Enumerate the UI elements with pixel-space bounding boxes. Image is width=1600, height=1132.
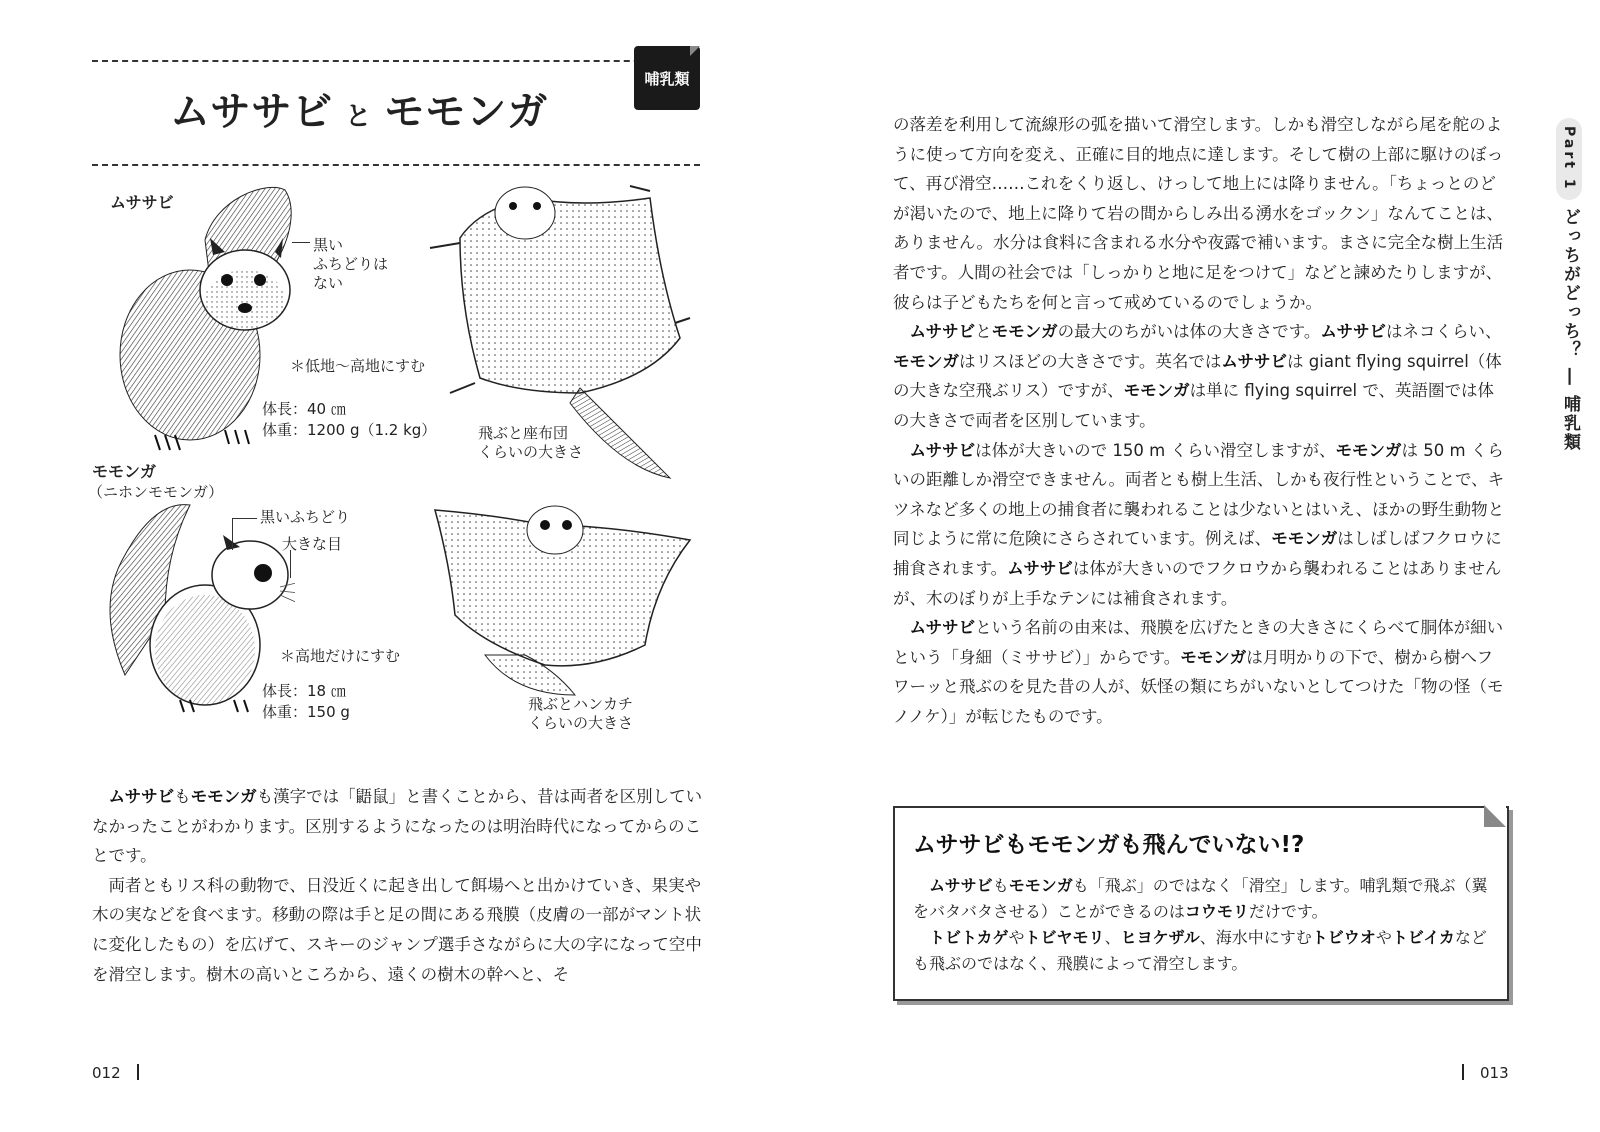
category-tag: 哺乳類 xyxy=(634,46,700,110)
box-paragraph-2: トビトカゲやトビヤモリ、ヒヨケザル、海水中にすむトビウオやトビイカなども飛ぶのではなく、飛膜によって滑空します。 xyxy=(913,928,1487,973)
left-body-text xyxy=(92,782,704,989)
right-body-text xyxy=(893,110,1505,731)
page-number-right: 013 xyxy=(1462,1064,1509,1082)
header-rule-bottom xyxy=(92,164,700,166)
momonga-edge-leader xyxy=(232,518,257,519)
musasabi-edge-note: 黒い ふちどりは ない xyxy=(313,236,389,292)
momonga-eye-leader xyxy=(290,550,291,578)
momonga-edge-note: 黒いふちどり xyxy=(260,508,351,526)
momonga-subname: （ニホンモモンガ） xyxy=(88,483,224,501)
right-paragraph-4: ムササビという名前の由来は、飛膜を広げたときの大きさにくらべて胴体が細いという「身細（ミササビ）」からです。モモンガは月明かりの下で、樹から樹へフワーッと飛ぶのを見た昔の人が、妖怪の類にちがいないとしてつけた「物の怪（モノノケ）」が転じたものです。 xyxy=(893,618,1504,726)
right-paragraph-3: ムササビは体が大きいので 150 m くらい滑空しますが、モモンガは 50 m くらいの距離しか滑空できません。両者とも樹上生活、しかも夜行性ということで、キツネなど多くの地上の捕食者に襲われることは少ないとはいえ、ほかの野生動物と同じように常に危険にさらされています。例えば、モモンガはしばしばフクロウに捕食されます。ムササビは体が大きいのでフクロウから襲われることはありませんが、木のぼりが上手なテンには補食されます。 xyxy=(893,440,1505,608)
momonga-edge-leader-v xyxy=(232,518,233,550)
tag-fold xyxy=(690,46,700,56)
right-paragraph-1: の落差を利用して流線形の弧を描いて滑空します。しかも滑空しながら尾を舵のように使って方向を変え、正確に目的地点に達します。そして樹の上部に駆けのぼって、再び滑空……これをくり返し、けっして地上には降りません。「ちょっとのどが渇いたので、地上に降りて岩の間からしみ出る湧水をゴックン」なんてことは、ありません。水分は食料に含まれる水分や夜露で補います。まさに完全な樹上生活者です。人間の社会では「しっかりと地に足をつけて」などと諫めたりしますが、彼らは子どもたちを何と言って戒めているのでしょうか。 xyxy=(893,115,1504,312)
header-rule-top xyxy=(92,60,700,62)
momonga-flight-note: 飛ぶとハンカチ くらいの大きさ xyxy=(528,695,634,732)
page-number-left: 012 xyxy=(92,1064,139,1082)
momonga-eye-note: 大きな目 xyxy=(282,535,343,553)
title-musasabi: ムササビ xyxy=(170,89,334,135)
left-paragraph-1: ムササビもモモンガも漢字では「鼯鼠」と書くことから、昔は両者を区別していなかったことがわかります。区別するようになったのは明治時代になってからのことです。 xyxy=(92,787,703,866)
momonga-weight: 体重：150 g xyxy=(262,703,350,721)
box-title: ムササビもモモンガも飛んでいない!? xyxy=(913,832,1305,858)
momonga-name-label: モモンガ xyxy=(92,462,157,481)
momonga-length: 体長：18 ㎝ xyxy=(262,682,346,700)
musasabi-habitat: ＊低地〜高地にすむ xyxy=(290,357,426,375)
musasabi-length: 体長：40 ㎝ xyxy=(262,400,346,418)
title-to: と xyxy=(345,102,373,132)
box-paragraph-1: ムササビもモモンガも「飛ぶ」のではなく「滑空」します。哺乳類で飛ぶ（翼をバタバタさせる）ことができるのはコウモリだけです。 xyxy=(913,876,1488,921)
musasabi-name-label: ムササビ xyxy=(110,193,174,212)
left-paragraph-2: 両者ともリス科の動物で、日没近くに起き出して餌場へと出かけていき、果実や木の実などを食べます。移動の際は手と足の間にある飛膜（皮膚の一部がマント状に変化したもの）を広げて、スキーのジャンプ選手さながらに大の字になって空中を滑空します。樹木の高いところから、遠くの樹木の幹へと、そ xyxy=(92,875,702,984)
momonga-habitat: ＊高地だけにすむ xyxy=(280,647,401,665)
section-side-title: どっちがどっち？ ― 哺乳類 xyxy=(1560,208,1580,452)
musasabi-edge-leader xyxy=(292,242,310,243)
musasabi-weight: 体重：1200 g（1.2 kg） xyxy=(262,421,437,439)
momonga-flying-illustration xyxy=(425,495,700,705)
musasabi-flight-note: 飛ぶと座布団 くらいの大きさ xyxy=(478,424,584,461)
box-body xyxy=(895,867,1507,977)
box-folded-corner xyxy=(1484,805,1506,827)
part-side-tab: Part 1 xyxy=(1556,118,1582,200)
page-title xyxy=(170,80,548,137)
right-paragraph-2: ムササビとモモンガの最大のちがいは体の大きさです。ムササビはネコくらい、モモンガはリスほどの大きさです。英名ではムササビは giant flying squirrel（体の大きな空飛ぶリス）ですが、モモンガは単に flying squirrel で、英語圏では体の大きさで両者を区別しています。 xyxy=(893,322,1502,430)
column-box xyxy=(893,806,1509,1001)
title-momonga: モモンガ xyxy=(384,89,549,135)
